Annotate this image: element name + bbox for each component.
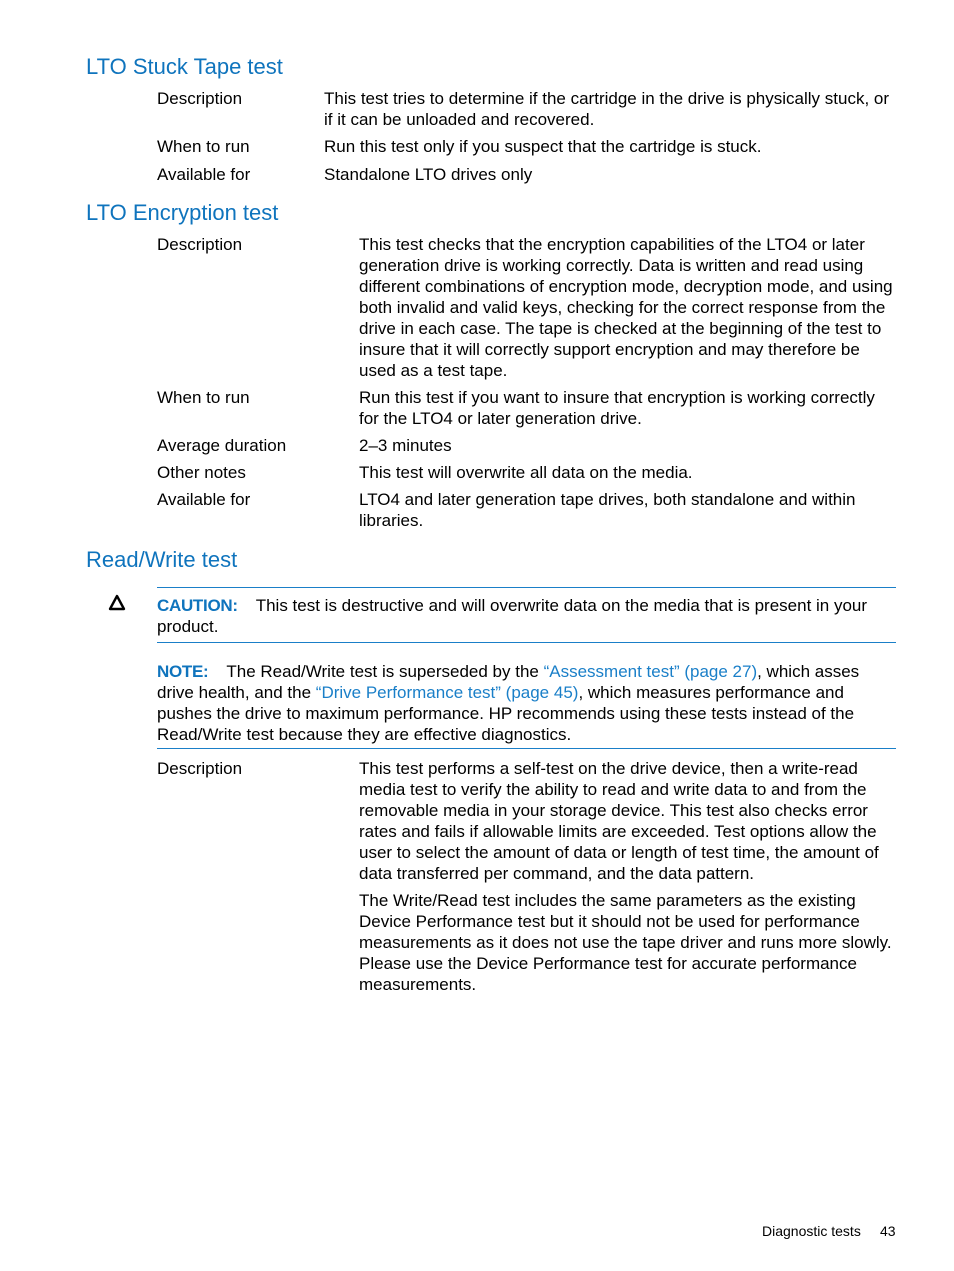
caution-text: This test is destructive and will overwrite data on the media that is present in your product. <box>157 596 868 636</box>
enc-available-label: Available for <box>157 490 251 509</box>
stuck-when-value: Run this test only if you suspect that the cartridge is stuck. <box>324 137 762 156</box>
stuck-description-label: Description <box>157 89 243 108</box>
caution-tag: CAUTION: <box>157 596 238 615</box>
section-heading-encryption: LTO Encryption test <box>86 200 279 225</box>
enc-duration-label: Average duration <box>157 436 287 455</box>
footer-page-number: 43 <box>880 1223 896 1239</box>
footer-section-name: Diagnostic tests <box>762 1223 861 1239</box>
stuck-available-label: Available for <box>157 165 251 184</box>
assessment-test-link[interactable]: “Assessment test” (page 27) <box>543 662 758 681</box>
stuck-description-value: This test tries to determine if the cartridge in the drive is physically stuck, or if it can be unloaded and recovered. <box>324 89 890 129</box>
stuck-when-label: When to run <box>157 137 250 156</box>
enc-when-value: Run this test if you want to insure that encryption is working correctly for the LTO4 or later generation drive. <box>359 388 875 428</box>
enc-duration-value: 2–3 minutes <box>359 436 452 455</box>
warning-triangle-icon <box>108 594 126 612</box>
rw-description-paragraph-1: This test performs a self-test on the drive device, then a write-read media test to verify the ability to read and write data to and from the removable media in your storage device. This test also checks error rates and fails if allowable limits are exceeded. Test options allow the user to select the amount of data or length of test time, the amount of data transferred per command, and the data pattern. <box>359 759 879 883</box>
enc-when-label: When to run <box>157 388 250 407</box>
enc-notes-value: This test will overwrite all data on the media. <box>359 463 693 482</box>
section-heading-read-write: Read/Write test <box>86 547 238 572</box>
section-heading-stuck-tape: LTO Stuck Tape test <box>86 54 283 79</box>
enc-description-value: This test checks that the encryption capabilities of the LTO4 or later generation drive is working correctly. Data is written and read using different combinations of encryption mode, decryption mode, and using both invalid and valid keys, checking for the correct response from the drive in each case. The tape is checked at the beginning of the test to insure that it will correctly support encryption and may therefore be used as a test tape. <box>359 235 893 380</box>
caution-block <box>157 595 897 637</box>
note-text-1: The Read/Write test is superseded by the <box>226 662 544 681</box>
caution-top-rule <box>157 587 896 588</box>
enc-notes-label: Other notes <box>157 463 246 482</box>
enc-description-label: Description <box>157 235 243 254</box>
enc-available-value: LTO4 and later generation tape drives, both standalone and within libraries. <box>359 490 856 530</box>
note-block <box>157 661 897 745</box>
note-bottom-rule <box>157 748 896 749</box>
stuck-available-value: Standalone LTO drives only <box>324 165 533 184</box>
rw-description-label: Description <box>157 759 243 778</box>
note-tag: NOTE: <box>157 662 209 681</box>
note-text-3: , which measures performance and pushes the drive to maximum performance. HP recommends using these tests instead of the Read/Write test because they are effective diagnostics. <box>157 683 855 744</box>
caution-bottom-rule <box>157 642 896 643</box>
note-text-2: , which asses drive health, and the <box>157 662 860 702</box>
drive-performance-test-link[interactable]: “Drive Performance test” (page 45) <box>315 683 579 702</box>
rw-description-paragraph-2: The Write/Read test includes the same parameters as the existing Device Performance test but it should not be used for performance measurements as it does not use the tape driver and runs more slowly. Please use the Device Performance test for accurate performance measurements. <box>359 891 892 994</box>
